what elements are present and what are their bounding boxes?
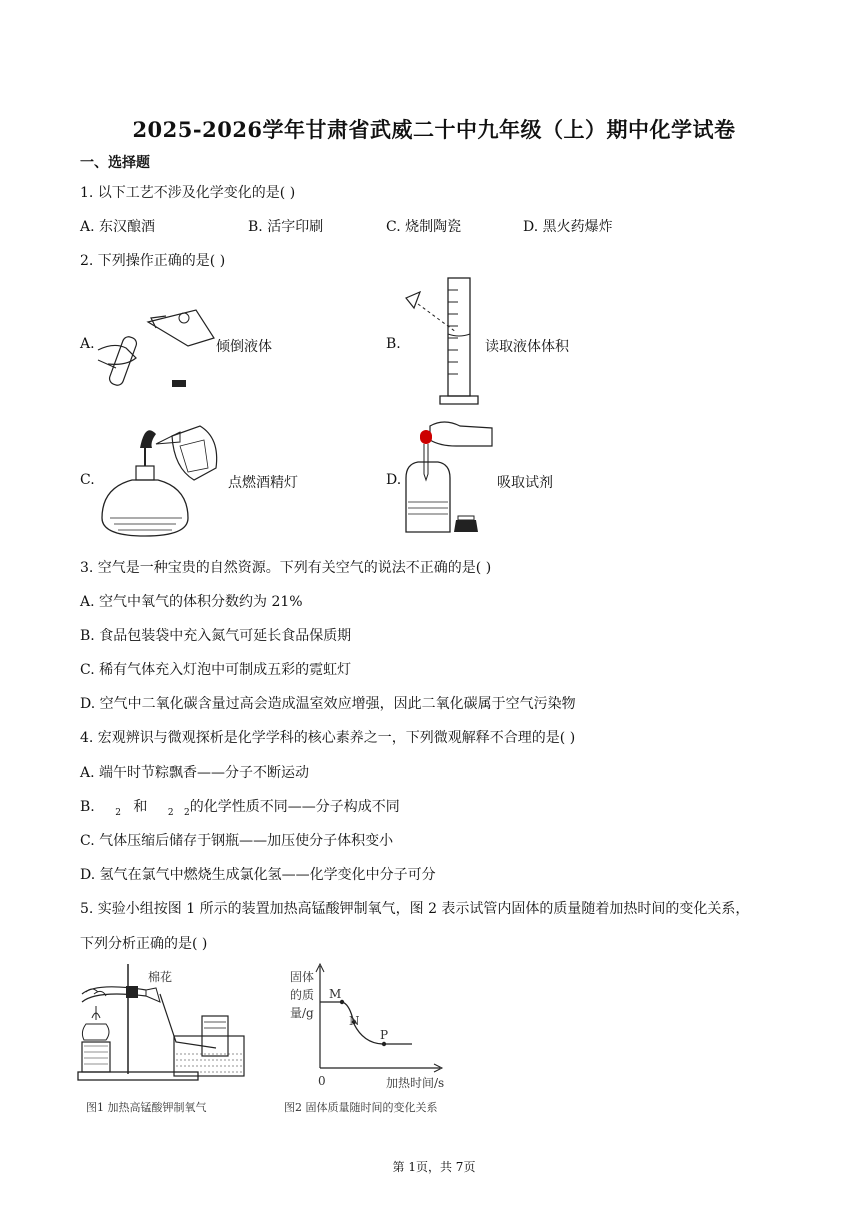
q3-option-d: D. 空气中二氧化碳含量过高会造成温室效应增强，因此二氧化碳属于空气污染物 [80,696,576,712]
page-footer: 第 1页，共 7页 [392,1160,476,1174]
dropper-bottle-illustration [400,416,496,540]
fig2-caption: 图2 固体质量随时间的变化关系 [284,1101,438,1114]
q2-option-c-label: C. [80,472,95,488]
q1-option-c: C. 烧制陶瓷 [386,219,462,235]
q4-option-b-and: 和 [133,799,148,815]
q4-option-b-sub3: 2 [184,808,190,818]
fig2-ylabel-2: 的质 [290,988,315,1002]
q2-option-b-caption: 读取液体体积 [485,339,569,355]
q1-option-b: B. 活字印刷 [248,219,324,235]
q5-stem-line1: 5. 实验小组按图 1 所示的装置加热高锰酸钾制氧气，图 2 表示试管内固体的质量随着加热时间的变化关系， [80,901,750,917]
q3-option-c: C. 稀有气体充入灯泡中可制成五彩的霓虹灯 [80,662,352,678]
fig2-origin: 0 [318,1074,326,1088]
q2-option-d-caption: 吸取试剂 [497,475,553,491]
page-title: 2025-2026学年甘肃省武威二十中九年级（上）期中化学试卷 [132,117,736,142]
q2-option-a-caption: 倾倒液体 [216,339,272,355]
graduated-cylinder-illustration [400,276,480,410]
fig2-ylabel-1: 固体 [290,970,315,984]
q4-option-a: A. 端午时节粽飘香——分子不断运动 [80,765,310,781]
q4-option-b-sub2: 2 [167,808,174,818]
alcohol-lamp-illustration [96,418,226,540]
q3-stem: 3. 空气是一种宝贵的自然资源。下列有关空气的说法不正确的是( ) [80,560,492,576]
fig2-point-n: N [349,1014,360,1028]
fig2-xlabel: 加热时间/s [386,1076,445,1090]
q1-option-d: D. 黑火药爆炸 [523,219,613,235]
pour-liquid-illustration [96,288,216,398]
q3-option-a: A. 空气中氧气的体积分数约为 21% [80,594,303,610]
q1-option-a: A. 东汉酿酒 [80,219,156,235]
q1-stem: 1. 以下工艺不涉及化学变化的是( ) [80,185,296,201]
q4-option-d: D. 氢气在氯气中燃烧生成氯化氢——化学变化中分子可分 [80,867,436,883]
fig2-point-p: P [380,1028,389,1042]
q4-option-c: C. 气体压缩后储存于钢瓶——加压使分子体积变小 [80,833,394,849]
section-heading: 一、选择题 [80,155,150,171]
q4-stem: 4. 宏观辨识与微观探析是化学学科的核心素养之一，下列微观解释不合理的是( ) [80,730,576,746]
q3-option-b: B. 食品包装袋中充入氮气可延长食品保质期 [80,628,352,644]
q4-option-b [80,796,400,816]
q4-option-b-sub1: 2 [115,808,121,818]
q2-option-b-label: B. [386,336,401,352]
q4-option-b-suffix: 的化学性质不同——分子构成不同 [189,799,400,815]
q2-option-d-label: D. [386,472,402,488]
q4-option-b-prefix: B. [80,799,95,815]
fig1-cotton-label: 棉花 [148,970,173,984]
q2-option-c-caption: 点燃酒精灯 [228,475,298,491]
q2-option-a-label: A. [80,336,95,352]
q5-stem-line2: 下列分析正确的是( ) [80,936,208,952]
fig2-point-m: M [329,987,342,1001]
fig2-ylabel-3: 量/g [290,1006,314,1020]
fig1-caption: 图1 加热高锰酸钾制氧气 [86,1101,207,1114]
q2-stem: 2. 下列操作正确的是( ) [80,253,226,269]
